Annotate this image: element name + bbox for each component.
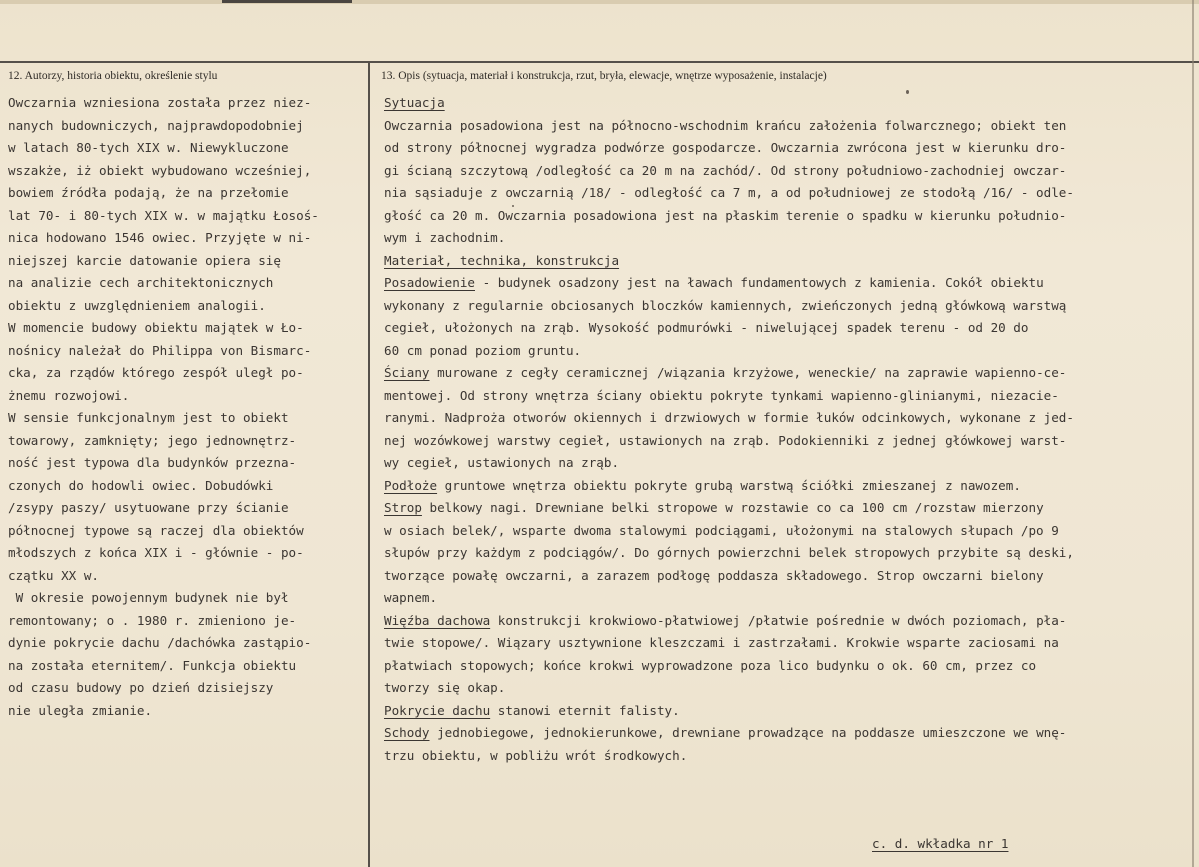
description-line <box>384 677 1189 700</box>
history-line: północnej typowe są raczej dla obiektów <box>8 522 304 538</box>
section-13-header: 13. Opis (sytuacja, materiał i konstrukcja, rzut, bryła, elewacje, wnętrze wyposażenie, instalacje) <box>381 70 827 82</box>
subheading: Ściany <box>384 365 430 380</box>
history-line: wszakże, iż obiekt wybudowano wcześniej, <box>8 162 312 178</box>
line-text: tworzące powałę owczarni, a zarazem podłogę poddasza składowego. Strop owczarni bielony <box>384 567 1044 583</box>
history-line: nanych budowniczych, najprawdopodobniej <box>8 117 304 133</box>
subheading: Podłoże <box>384 477 438 493</box>
line-text: cegieł, ułożonych na zrąb. Wysokość podmurówki - niwelującej spadek terenu - od 20 do <box>384 320 1029 335</box>
description-line <box>384 632 1189 655</box>
description-line <box>384 362 1189 385</box>
header-rule <box>0 61 1199 63</box>
description-line <box>384 205 1189 228</box>
subheading: Schody <box>384 725 430 740</box>
paper-speck <box>512 205 514 207</box>
history-line: towarowy, zamknięty; jego jednownętrz- <box>8 432 297 448</box>
history-line: nie uległa zmianie. <box>8 702 153 718</box>
subheading: Pokrycie dachu <box>384 702 491 718</box>
top-edge-mark <box>222 0 352 3</box>
description-line <box>384 700 1189 723</box>
subheading: Posadowienie <box>384 275 475 290</box>
history-line: ność jest typowa dla budynków przezna- <box>8 455 297 470</box>
description-line <box>384 250 1189 273</box>
line-text: jednobiegowe, jednokierunkowe, drewniane prowadzące na poddasze umieszczone we wnę- <box>429 725 1067 740</box>
history-line: cka, za rządów którego zespół uległ po- <box>8 365 304 380</box>
description-line <box>384 745 1189 768</box>
description-line <box>384 722 1189 745</box>
line-text: Owczarnia posadowiona jest na północno-wschodnim krańcu założenia folwarcznego; obiekt ten <box>384 117 1067 133</box>
description-line <box>384 655 1189 678</box>
subheading: Więźba dachowa <box>384 612 491 628</box>
line-text: nej wozówkowej warstwy cegieł, ustawionych na zrąb. Podokienniki z jednej główkowej warst- <box>384 432 1067 448</box>
section-12-header: 12. Autorzy, historia obiektu, określenie stylu <box>8 70 218 82</box>
continuation-note: c. d. wkładka nr 1 <box>872 836 1009 851</box>
description-line <box>384 407 1189 430</box>
line-text: głość ca 20 m. Owczarnia posadowiona jest na płaskim terenie o spadku w kierunku południo- <box>384 207 1067 223</box>
description-line <box>384 520 1189 543</box>
description-line <box>384 497 1189 520</box>
line-text: ranymi. Nadproża otworów okiennych i drzwiowych w formie łuków odcinkowych, wykonane z jed- <box>384 410 1074 425</box>
line-text: twie stopowe/. Wiązary usztywnione kleszczami i zastrzałami. Krokwie wsparte zaciosami na <box>384 635 1059 650</box>
description-line <box>384 610 1189 633</box>
line-text: trzu obiektu, w pobliżu wrót środkowych. <box>384 747 688 763</box>
description-line <box>384 160 1189 183</box>
history-line: czonych do hodowli owiec. Dobudówki <box>8 477 274 493</box>
history-line: w latach 80-tych XIX w. Niewykluczone <box>8 140 289 155</box>
description-line <box>384 137 1189 160</box>
description-line <box>384 385 1189 408</box>
line-text: mentowej. Od strony wnętrza ściany obiektu pokryte tynkami wapienno-glinianymi, niezacie- <box>384 387 1059 403</box>
description-line <box>384 565 1189 588</box>
history-line: /zsypy paszy/ usytuowane przy ścianie <box>8 500 289 515</box>
history-line: W sensie funkcjonalnym jest to obiekt <box>8 410 289 425</box>
line-text: stanowi eternit falisty. <box>490 702 680 718</box>
column-divider <box>368 63 370 867</box>
description-line <box>384 430 1189 453</box>
line-text: w osiach belek/, wsparte dwoma stalowymi podciągami, ułożonymi na stalowych słupach /po 9 <box>384 522 1059 538</box>
line-text: gi ścianą szczytową /odległość ca 20 m na zachód/. Od strony południowo-zachodniej owczar- <box>384 162 1067 178</box>
line-text: belkowy nagi. Drewniane belki stropowe w rozstawie co ca 100 cm /rozstaw mierzony <box>421 500 1044 515</box>
line-text: gruntowe wnętrza obiektu pokryte grubą warstwą ściółki zmieszanej z nawozem. <box>437 477 1021 493</box>
history-line: młodszych z końca XIX i - głównie - po- <box>8 545 304 560</box>
description-line <box>384 452 1189 475</box>
history-line: obiektu z uwzględnieniem analogii. <box>8 297 266 313</box>
description-line <box>384 92 1189 115</box>
subheading: Materiał, technika, konstrukcja <box>384 252 620 268</box>
history-line: nica hodowano 1546 owiec. Przyjęte w ni- <box>8 230 312 245</box>
description-line <box>384 295 1189 318</box>
history-line: nośnicy należał do Philippa von Bismarc- <box>8 342 312 358</box>
history-line: W momencie budowy obiektu majątek w Ło- <box>8 320 304 335</box>
line-text: wapnem. <box>384 590 438 605</box>
history-line: remontowany; o . 1980 r. zmieniono je- <box>8 612 297 628</box>
line-text: wykonany z regularnie obciosanych bloczków kamiennych, zwieńczonych jedną główkową warstwą <box>384 297 1067 313</box>
description-line <box>384 227 1189 250</box>
line-text: - budynek osadzony jest na ławach fundamentowych z kamienia. Cokół obiektu <box>475 275 1044 290</box>
description-line <box>384 317 1189 340</box>
description-line <box>384 542 1189 565</box>
subheading: Sytuacja <box>384 95 445 110</box>
history-line: żnemu rozwojowi. <box>8 387 130 403</box>
line-text: tworzy się okap. <box>384 680 506 695</box>
subheading: Strop <box>384 500 422 515</box>
line-text: murowane z cegły ceramicznej /wiązania krzyżowe, weneckie/ na zaprawie wapienno-ce- <box>429 365 1067 380</box>
line-text: wym i zachodnim. <box>384 230 506 245</box>
description-line <box>384 587 1189 610</box>
line-text: nia sąsiaduje z owczarnią /18/ - odległość ca 7 m, a od południowej ze stodołą /16/ - odle- <box>384 185 1074 200</box>
line-text: wy cegieł, ustawionych na zrąb. <box>384 455 620 470</box>
description-line <box>384 182 1189 205</box>
history-column <box>8 92 360 722</box>
history-line: dynie pokrycie dachu /dachówka zastąpio- <box>8 635 312 650</box>
description-line <box>384 475 1189 498</box>
history-line: bowiem źródła podają, że na przełomie <box>8 185 289 200</box>
history-line: Owczarnia wzniesiona została przez niez- <box>8 95 312 110</box>
line-text: 60 cm ponad poziom gruntu. <box>384 342 582 358</box>
description-column <box>384 92 1189 767</box>
description-line <box>384 115 1189 138</box>
paper-speck <box>906 90 909 94</box>
line-text: od strony północnej wygradza podwórze gospodarcze. Owczarnia zwrócona jest w kierunku dro- <box>384 140 1067 155</box>
history-line: lat 70- i 80-tych XIX w. w majątku Łosoś- <box>8 207 319 223</box>
history-line: W okresie powojennym budynek nie był <box>8 590 289 605</box>
line-text: płatwiach stopowych; końce krokwi wyprowadzone poza lico budynku o ok. 60 cm, przez co <box>384 657 1037 673</box>
history-line: na analizie cech architektonicznych <box>8 275 274 290</box>
history-line: niejszej karcie datowanie opiera się <box>8 252 281 268</box>
description-line <box>384 340 1189 363</box>
history-line: na została eternitem/. Funkcja obiektu <box>8 657 297 673</box>
history-line: od czasu budowy po dzień dzisiejszy <box>8 680 274 695</box>
line-text: konstrukcji krokwiowo-płatwiowej /płatwie pośrednie w dwóch poziomach, pła- <box>490 612 1067 628</box>
line-text: słupów przy każdym z podciągów/. Do górnych powierzchni belek stropowych przybite są deski, <box>384 545 1074 560</box>
top-edge <box>0 0 1199 4</box>
right-edge-rule <box>1192 0 1194 867</box>
history-line: czątku XX w. <box>8 567 99 583</box>
description-line <box>384 272 1189 295</box>
